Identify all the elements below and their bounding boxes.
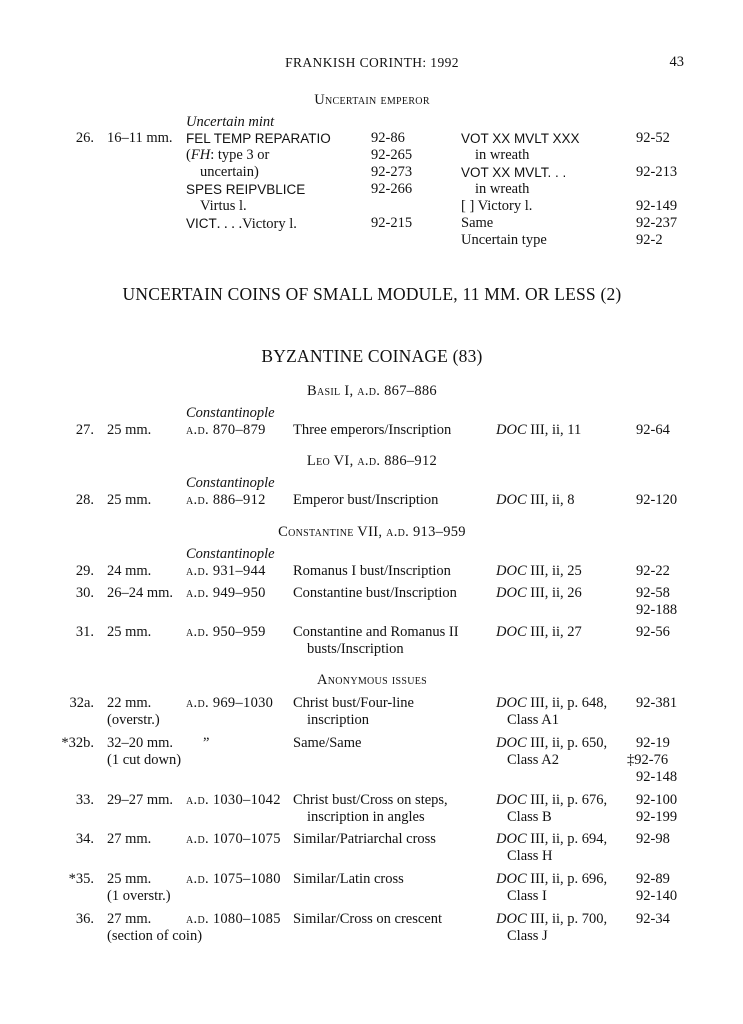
coin-description: Similar/Cross on crescent xyxy=(293,911,443,927)
coin-reference: DOC III, ii, 11 xyxy=(496,422,582,438)
coin-description-cont: inscription in angles xyxy=(307,809,425,825)
coin-description: Similar/Latin cross xyxy=(293,871,404,887)
legend-line: SPES REIPVBLICE xyxy=(186,182,306,197)
inventory-number: 92-237 xyxy=(636,215,678,231)
coin-date: a.d. 1030–1042 xyxy=(186,792,281,808)
coin-number: 33. xyxy=(75,792,94,808)
coin-size: 27 mm. xyxy=(107,911,152,927)
legend-line: (FH: type 3 or xyxy=(186,147,270,163)
inventory-number: 92-22 xyxy=(636,563,670,579)
inventory-number: 92-89 xyxy=(636,871,670,887)
coin-reference: DOC III, ii, 26 xyxy=(496,585,582,601)
inventory-number: 92-52 xyxy=(636,130,670,146)
inventory-number: 92-273 xyxy=(371,164,413,180)
inventory-number: 92-120 xyxy=(636,492,678,508)
inventory-number: 92-2 xyxy=(636,232,663,248)
coin-size: 25 mm. xyxy=(107,492,152,508)
legend-line: Uncertain type xyxy=(461,232,547,248)
legend-line: VOT XX MVLT XXX xyxy=(461,131,580,146)
coin-reference-class: Class I xyxy=(507,888,547,904)
inventory-number: 92-381 xyxy=(636,695,678,711)
page-number: 43 xyxy=(669,54,684,70)
mint-label: Constantinople xyxy=(186,475,275,491)
inventory-number: 92-140 xyxy=(636,888,678,904)
legend-line: in wreath xyxy=(475,181,530,197)
mint-label: Uncertain mint xyxy=(186,114,275,130)
coin-number: 34. xyxy=(75,831,94,847)
coin-date: a.d. 1075–1080 xyxy=(186,871,281,887)
coin-size: 25 mm. xyxy=(107,422,152,438)
inventory-number: 92-58 xyxy=(636,585,670,601)
coin-size-note: (section of coin) xyxy=(107,928,203,944)
coin-description: Three emperors/Inscription xyxy=(293,422,452,438)
mint-label: Constantinople xyxy=(186,546,275,562)
coin-date: a.d. 870–879 xyxy=(186,422,266,438)
coin-description: Romanus I bust/Inscription xyxy=(293,563,451,579)
uncertain-emperor-heading: Uncertain emperor xyxy=(314,92,430,108)
coin-reference: DOC III, ii, 25 xyxy=(496,563,582,579)
coin-reference: DOC III, ii, p. 648, xyxy=(496,695,608,711)
inventory-number: 92-34 xyxy=(636,911,670,927)
coin-size: 25 mm. xyxy=(107,624,152,640)
coin-description: Christ bust/Four-line xyxy=(293,695,414,711)
coin-number: 31. xyxy=(75,624,94,640)
coin-date: a.d. 950–959 xyxy=(186,624,266,640)
inventory-number: 92-265 xyxy=(371,147,413,163)
coin-date: a.d. 1070–1075 xyxy=(186,831,281,847)
coin-size: 16–11 mm. xyxy=(107,130,173,146)
inventory-number: 92-86 xyxy=(371,130,405,146)
inventory-number: 92-56 xyxy=(636,624,670,640)
legend-line: Virtus l. xyxy=(200,198,247,214)
section-heading-leo: Leo VI, a.d. 886–912 xyxy=(306,453,438,469)
inventory-number: 92-215 xyxy=(371,215,413,231)
coin-date: a.d. 1080–1085 xyxy=(186,911,281,927)
small-module-heading: UNCERTAIN COINS OF SMALL MODULE, 11 MM. OR LESS (2) xyxy=(122,284,622,304)
legend-line: VOT XX MVLT. . . xyxy=(461,165,567,180)
inventory-number: 92-266 xyxy=(371,181,413,197)
coin-description: Emperor bust/Inscription xyxy=(293,492,439,508)
coin-description: Constantine and Romanus II xyxy=(293,624,459,640)
inventory-number: ‡92-76 xyxy=(627,752,669,768)
running-title: FRANKISH CORINTH: 1992 xyxy=(285,55,459,70)
section-heading-constantine: Constantine VII, a.d. 913–959 xyxy=(278,524,466,540)
coin-reference: DOC III, ii, p. 694, xyxy=(496,831,608,847)
mint-label: Constantinople xyxy=(186,405,275,421)
inventory-number: 92-19 xyxy=(636,735,670,751)
inventory-number: 92-64 xyxy=(636,422,670,438)
coin-date: ” xyxy=(203,735,210,751)
coin-size-note: (1 cut down) xyxy=(107,752,182,768)
coin-date: a.d. 931–944 xyxy=(186,563,266,579)
coin-date: a.d. 886–912 xyxy=(186,492,266,508)
row-number: 26. xyxy=(75,130,94,146)
coin-reference-class: Class B xyxy=(507,809,552,825)
coin-size: 25 mm. xyxy=(107,871,152,887)
legend-line: uncertain) xyxy=(200,164,259,180)
coin-number: *35. xyxy=(68,871,94,887)
inventory-number: 92-213 xyxy=(636,164,678,180)
coin-size-note: (1 overstr.) xyxy=(107,888,171,904)
legend-line: in wreath xyxy=(475,147,530,163)
coin-reference-class: Class A2 xyxy=(507,752,559,768)
coin-reference: DOC III, ii, p. 696, xyxy=(496,871,608,887)
coin-number: *32b. xyxy=(61,735,94,751)
coin-reference: DOC III, ii, p. 700, xyxy=(496,911,608,927)
coin-number: 36. xyxy=(75,911,94,927)
coin-size: 26–24 mm. xyxy=(107,585,174,601)
coin-date: a.d. 949–950 xyxy=(186,585,266,601)
section-heading-anonymous: Anonymous issues xyxy=(316,672,428,688)
coin-reference-class: Class J xyxy=(507,928,548,944)
coin-number: 30. xyxy=(75,585,94,601)
coin-number: 32a. xyxy=(69,695,94,711)
section-heading-basil: Basil I, a.d. 867–886 xyxy=(307,383,437,399)
coin-description: Constantine bust/Inscription xyxy=(293,585,457,601)
coin-reference: DOC III, ii, 8 xyxy=(496,492,575,508)
coin-size: 24 mm. xyxy=(107,563,152,579)
coin-description: Same/Same xyxy=(293,735,362,751)
coin-number: 29. xyxy=(75,563,94,579)
inventory-number: 92-98 xyxy=(636,831,670,847)
coin-reference: DOC III, ii, p. 676, xyxy=(496,792,608,808)
coin-description-cont: inscription xyxy=(307,712,370,728)
coin-reference: DOC III, ii, p. 650, xyxy=(496,735,608,751)
legend-line: [ ] Victory l. xyxy=(461,198,533,214)
coin-number: 28. xyxy=(75,492,94,508)
coin-description: Christ bust/Cross on steps, xyxy=(293,792,448,808)
legend-line: Same xyxy=(461,215,494,231)
inventory-number: 92-149 xyxy=(636,198,678,214)
coin-reference-class: Class H xyxy=(507,848,553,864)
inventory-number: 92-188 xyxy=(636,602,678,618)
coin-date: a.d. 969–1030 xyxy=(186,695,274,711)
legend-line: FEL TEMP REPARATIO xyxy=(186,131,331,146)
coin-number: 27. xyxy=(75,422,94,438)
coin-description-cont: busts/Inscription xyxy=(307,641,404,657)
inventory-number: 92-148 xyxy=(636,769,678,785)
coin-size: 32–20 mm. xyxy=(107,735,174,751)
coin-size: 29–27 mm. xyxy=(107,792,174,808)
coin-reference: DOC III, ii, 27 xyxy=(496,624,582,640)
coin-description: Similar/Patriarchal cross xyxy=(293,831,436,847)
coin-size: 27 mm. xyxy=(107,831,152,847)
coin-size: 22 mm. xyxy=(107,695,152,711)
inventory-number: 92-199 xyxy=(636,809,678,825)
legend-line: VICT. . . .Victory l. xyxy=(186,216,297,232)
coin-reference-class: Class A1 xyxy=(507,712,559,728)
coin-size-note: (overstr.) xyxy=(107,712,160,728)
byzantine-heading: BYZANTINE COINAGE (83) xyxy=(261,346,483,366)
inventory-number: 92-100 xyxy=(636,792,678,808)
